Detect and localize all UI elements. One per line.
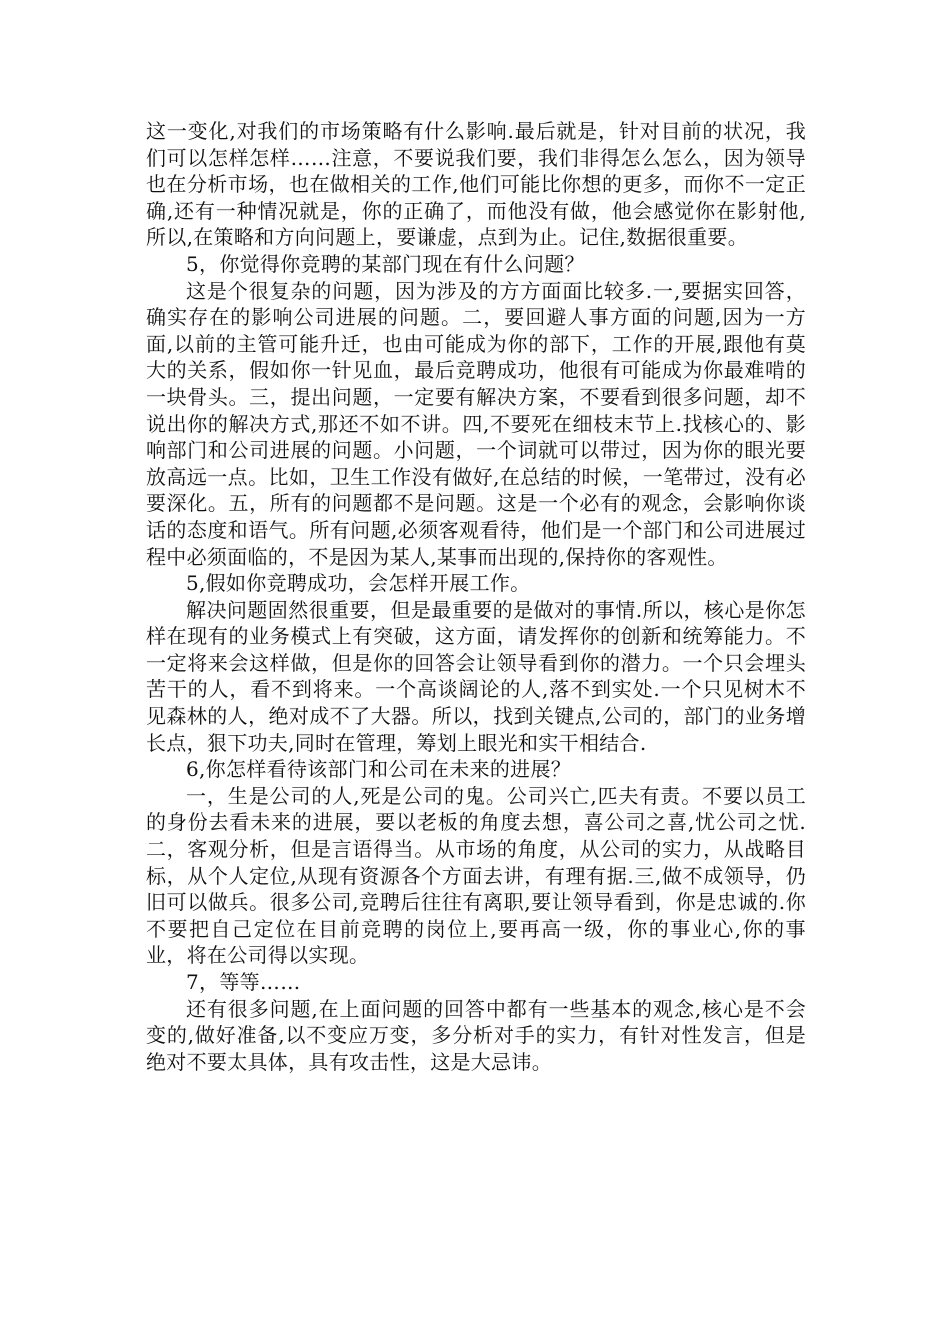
answer-7-etc: 还有很多问题,在上面问题的回答中都有一些基本的观念,核心是不会变的,做好准备,以不变应万变，多分析对手的实力，有针对性发言，但是绝对不要太具体，具有攻击性，这是大忌讳。 (146, 996, 806, 1074)
answer-5-work: 解决问题固然很重要，但是最重要的是做对的事情.所以，核心是你怎样在现有的业务模式上有突破，这方面，请发挥你的创新和统筹能力。不一定将来会这样做，但是你的回答会让领导看到你的潜力。一个只会埋头苦干的人，看不到将来。一个高谈阔论的人,落不到实处.一个只见树木不见森林的人，绝对成不了大器。所以，找到关键点,公司的，部门的业务增长点，狠下功夫,同时在管理，筹划上眼光和实干相结合. (146, 597, 806, 755)
question-7-etc: 7，等等…… (186, 970, 301, 994)
document-body (146, 118, 806, 1075)
answer-5-problems: 这是个很复杂的问题，因为涉及的方方面面比较多.一,要据实回答，确实存在的影响公司进展的问题。二，要回避人事方面的问题,因为一方面,以前的主管可能升迁，也由可能成为你的部下，工作的开展,跟他有莫大的关系，假如你一针见血，最后竞聘成功，他很有可能成为你最难啃的一块骨头。三，提出问题，一定要有解决方案，不要看到很多问题，却不说出你的解决方式,那还不如不讲。四,不要死在细枝末节上.找核心的、影响部门和公司进展的问题。小问题，一个词就可以带过，因为你的眼光要放高远一点。比如，卫生工作没有做好,在总结的时候，一笔带过，没有必要深化。五，所有的问题都不是问题。这是一个必有的观念，会影响你谈话的态度和语气。所有问题,必须客观看待，他们是一个部门和公司进展过程中必须面临的，不是因为某人,某事而出现的,保持你的客观性。 (146, 278, 806, 569)
paragraph-intro: 这一变化,对我们的市场策略有什么影响.最后就是，针对目前的状况，我们可以怎样怎样……注意，不要说我们要，我们非得怎么怎么，因为领导也在分析市场，也在做相关的工作,他们可能比你想的更多，而你不一定正确,还有一种情况就是，你的正确了，而他没有做，他会感觉你在影射他,所以,在策略和方向问题上，要谦虚，点到为止。记住,数据很重要。 (146, 119, 806, 250)
question-6-future: 6,你怎样看待该部门和公司在未来的进展？ (186, 757, 572, 782)
answer-6-future: 一，生是公司的人,死是公司的鬼。公司兴亡,匹夫有责。不要以员工的身份去看未来的进展，要以老板的角度去想，喜公司之喜,忧公司之忧.二，客观分析，但是言语得当。从市场的角度，从公司的实力，从战略目标，从个人定位,从现有资源各个方面去讲，有理有据.三,做不成领导，仍旧可以做兵。很多公司,竞聘后往往有离职,要让领导看到，你是忠诚的.你不要把自己定位在目前竞聘的岗位上,要再高一级，你的事业心,你的事业，将在公司得以实现。 (146, 783, 806, 968)
question-5-work: 5,假如你竞聘成功，会怎样开展工作。 (186, 571, 531, 596)
question-5-problems: 5，你觉得你竞聘的某部门现在有什么问题？ (186, 251, 585, 276)
